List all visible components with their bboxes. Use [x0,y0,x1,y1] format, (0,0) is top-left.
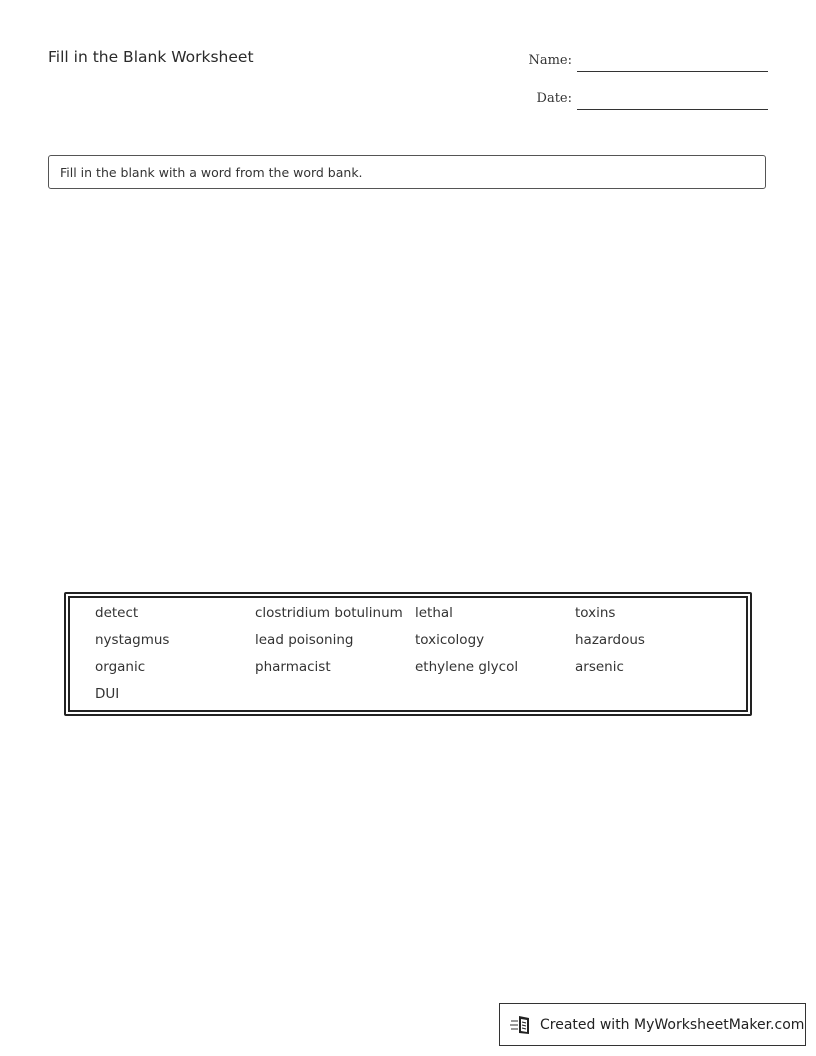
word-bank-item: clostridium botulinum [255,605,403,621]
word-bank-item: nystagmus [95,632,170,648]
word-bank-item: lead poisoning [255,632,354,648]
word-bank-item: DUI [95,686,120,702]
created-with-text[interactable]: Created with MyWorksheetMaker.com [540,1016,805,1033]
date-field[interactable] [520,86,768,110]
name-field[interactable] [520,48,768,72]
name-label: Name: [528,53,572,68]
word-bank-inner-border [68,596,748,712]
word-bank-item: detect [95,605,139,621]
word-bank [64,592,752,716]
name-line[interactable] [577,71,768,72]
worksheet-maker-logo-icon [510,1013,534,1037]
word-bank-item: ethylene glycol [415,659,519,675]
word-bank-item: hazardous [575,632,645,648]
word-bank-grid [95,605,735,713]
worksheet-title: Fill in the Blank Worksheet [48,48,254,66]
date-line[interactable] [577,109,768,110]
word-bank-item: pharmacist [255,659,331,675]
created-with-badge[interactable] [499,1003,806,1046]
instructions-text: Fill in the blank with a word from the word bank. [60,164,363,180]
date-label: Date: [536,91,572,106]
word-bank-item: organic [95,659,146,675]
word-bank-item: toxins [575,605,616,621]
instructions-box [48,155,766,189]
word-bank-item: toxicology [415,632,485,648]
word-bank-item: arsenic [575,659,624,675]
word-bank-item: lethal [415,605,453,621]
